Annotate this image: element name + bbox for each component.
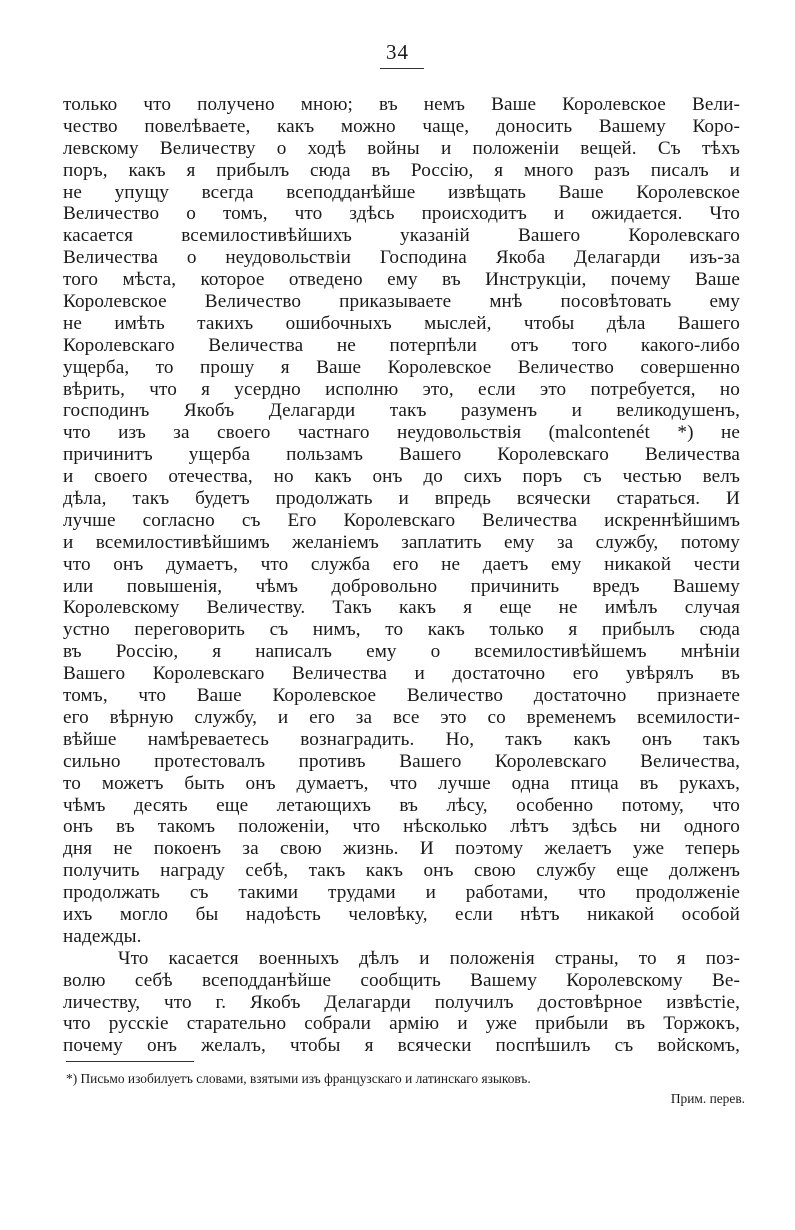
text-line: не упущу всегда всеподданѣйше извѣщать Ваше Королевское <box>63 181 740 203</box>
text-line: почему онъ желалъ, чтобы я всячески поспѣшилъ съ войскомъ, <box>63 1035 740 1057</box>
text-line: что изъ за своего частнаго неудовольствія (malcontenét *) не <box>63 422 740 444</box>
text-line: и своего отечества, но какъ онъ до сихъ поръ съ честью велъ <box>63 466 740 488</box>
text-line: лучше согласно съ Его Королевскаго Величества искреннѣйшимъ <box>63 509 740 531</box>
text-line: того мѣста, которое отведено ему въ Инструкціи, почему Ваше <box>63 269 740 291</box>
text-line: его вѣрную службу, и его за все это со временемъ всемилости- <box>63 706 740 728</box>
text-line: касается всемилостивѣйшихъ указаній Вашего Королевскаго <box>63 225 740 247</box>
footnote-separator <box>66 1061 194 1062</box>
text-line: дня не покоенъ за свою жизнь. И поэтому желаетъ уже теперь <box>63 838 740 860</box>
text-line: поръ, какъ я прибылъ сюда въ Россію, я много разъ писалъ и <box>63 159 740 181</box>
text-line: Королевское Величество приказываете мнѣ посовѣтовать ему <box>63 291 740 313</box>
footnote-attribution: Прим. перев. <box>670 1091 745 1106</box>
text-line: не имѣть такихъ ошибочныхъ мыслей, чтобы дѣла Вашего <box>63 312 740 334</box>
text-line: томъ, что Ваше Королевское Величество достаточно признаете <box>63 685 740 707</box>
text-line: господинъ Якобъ Делагарди такъ разуменъ и великодушенъ, <box>63 400 740 422</box>
page-number-underline <box>380 68 424 69</box>
text-line: дѣла, такъ будетъ продолжать и впредь всячески стараться. И <box>63 488 740 510</box>
footnote-text: *) Письмо изобилуетъ словами, взятыми изъ французскаго и латинскаго языковъ. <box>66 1071 531 1086</box>
footnote <box>66 1069 748 1109</box>
text-line: чество повелѣваете, какъ можно чаще, доносить Вашему Коро- <box>63 115 740 137</box>
text-line: или повышенія, чѣмъ добровольно причинить вредъ Вашему <box>63 575 740 597</box>
text-line: Величества о неудовольствіи Господина Якоба Делагарди изъ-за <box>63 247 740 269</box>
text-line: сильно протестовалъ противъ Вашего Королевскаго Величества, <box>63 750 740 772</box>
text-line: волю себѣ всеподданѣйше сообщить Вашему Королевскому Ве- <box>63 969 740 991</box>
page-number: 34 <box>386 40 409 64</box>
text-line: ихъ могло бы надоѣсть человѣку, если нѣтъ никакой особой <box>63 903 740 925</box>
text-line: только что получено мною; въ немъ Ваше Королевское Вели- <box>63 94 740 115</box>
text-line: Королевскаго Величества не потерпѣли отъ того какого-либо <box>63 334 740 356</box>
text-line: чѣмъ десять еще летающихъ въ лѣсу, особенно потому, что <box>63 794 740 816</box>
text-line: вѣйше намѣреваетесь вознаградить. Но, такъ какъ онъ такъ <box>63 728 740 750</box>
text-line: то можетъ быть онъ думаетъ, что лучше одна птица въ рукахъ, <box>63 772 740 794</box>
text-line: ущерба, то прошу я Ваше Королевское Величество совершенно <box>63 356 740 378</box>
text-line: левскому Величеству о ходѣ войны и положеніи вещей. Съ тѣхъ <box>63 137 740 159</box>
text-line: надежды. <box>63 925 142 947</box>
text-line: устно переговорить съ нимъ, то какъ только я прибылъ сюда <box>63 619 740 641</box>
text-line: и всемилостивѣйшимъ желаніемъ заплатить ему за службу, потому <box>63 531 740 553</box>
body-text <box>63 94 740 1057</box>
text-line: причинитъ ущерба пользамъ Вашего Королевскаго Величества <box>63 444 740 466</box>
paragraph-start-line: Что касается военныхъ дѣлъ и положенія страны, то я поз- <box>118 947 740 969</box>
text-line: что онъ думаетъ, что служба его не даетъ ему никакой чести <box>63 553 740 575</box>
text-line: вѣрить, что я усердно исполню это, если это потребуется, но <box>63 378 740 400</box>
text-line: Вашего Королевскаго Величества и достаточно его увѣрялъ въ <box>63 663 740 685</box>
text-line: Величество о томъ, что здѣсь происходитъ и ожидается. Что <box>63 203 740 225</box>
text-line: продолжать съ такими трудами и работами, что продолженіе <box>63 882 740 904</box>
text-line: личеству, что г. Якобъ Делагарди получилъ достовѣрное извѣстіе, <box>63 991 740 1013</box>
text-line: Королевскому Величеству. Такъ какъ я еще не имѣлъ случая <box>63 597 740 619</box>
text-line: получить награду себѣ, такъ какъ онъ свою службу еще долженъ <box>63 860 740 882</box>
text-line: онъ въ такомъ положеніи, что нѣсколько лѣтъ здѣсь ни одного <box>63 816 740 838</box>
text-line: въ Россію, я написалъ ему о всемилостивѣйшемъ мнѣніи <box>63 641 740 663</box>
text-line: что русскіе старательно собрали армію и уже прибыли въ Торжокъ, <box>63 1013 740 1035</box>
